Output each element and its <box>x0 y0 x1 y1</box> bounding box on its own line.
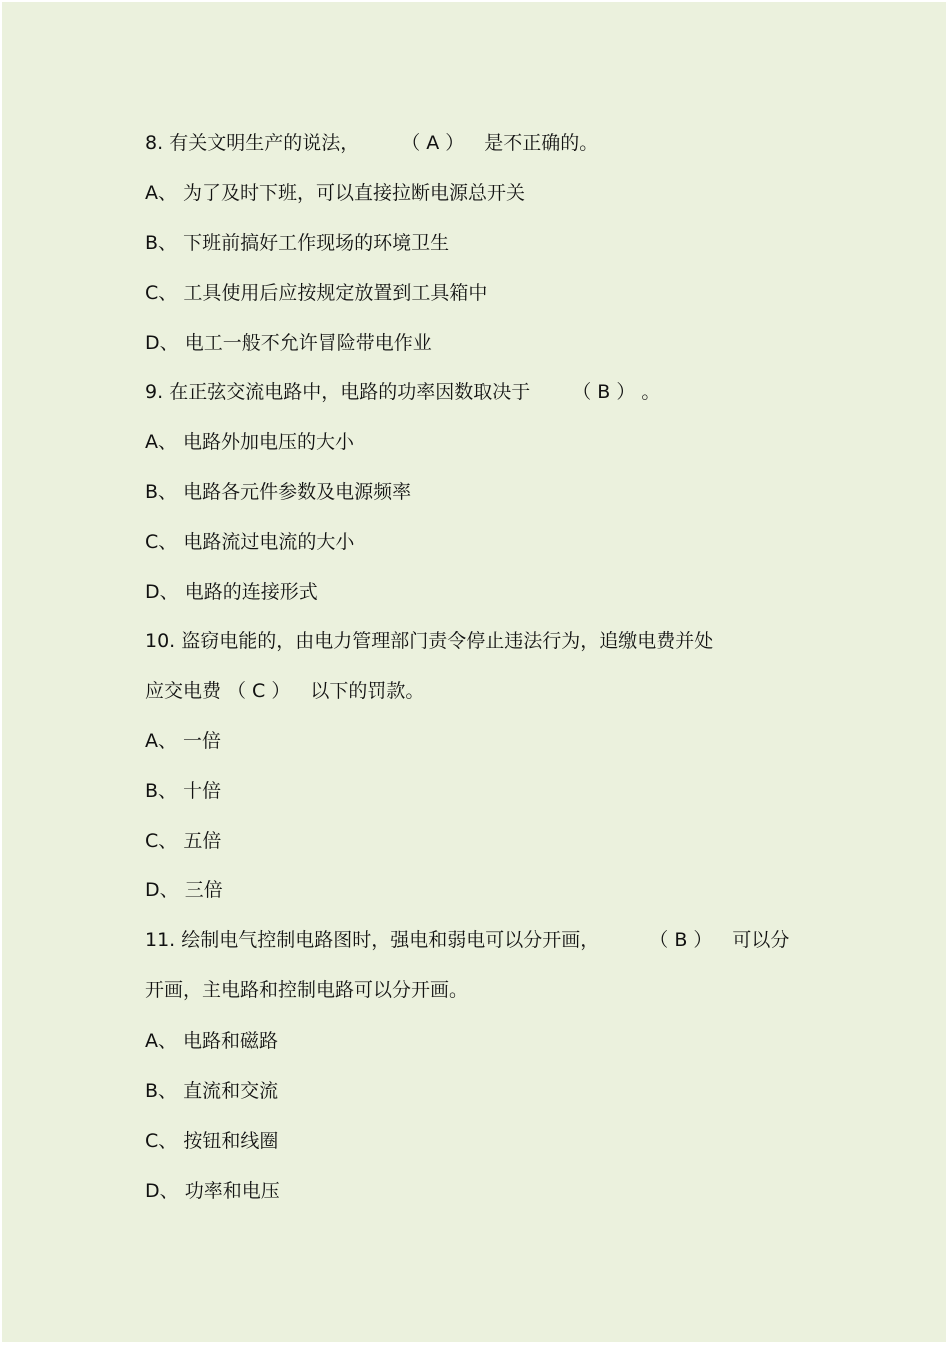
option-text: 直流和交流 <box>183 1080 279 1102</box>
option-letter: D、 <box>145 581 179 603</box>
option-line <box>145 278 487 308</box>
option-line <box>145 228 449 258</box>
option-letter: A、 <box>145 182 177 204</box>
question-11-stem <box>145 925 789 955</box>
option-letter: A、 <box>145 1030 177 1052</box>
option-line <box>145 1026 278 1056</box>
option-text: 电路的连接形式 <box>184 581 318 603</box>
option-letter: C、 <box>145 1130 178 1152</box>
question-number: 9. <box>145 381 164 403</box>
option-line <box>145 776 221 806</box>
option-text: 一倍 <box>183 730 222 752</box>
option-letter: C、 <box>145 282 178 304</box>
option-text: 为了及时下班，可以直接拉断电源总开关 <box>183 182 526 204</box>
option-line <box>145 577 318 607</box>
option-line <box>145 1176 280 1206</box>
option-letter: B、 <box>145 481 178 503</box>
question-8-stem <box>145 128 598 158</box>
question-number: 11. <box>145 929 176 951</box>
option-text: 功率和电压 <box>184 1180 280 1202</box>
option-line <box>145 178 525 208</box>
option-line <box>145 527 354 557</box>
option-letter: A、 <box>145 431 177 453</box>
question-10-stem <box>145 626 713 656</box>
option-text: 电工一般不允许冒险带电作业 <box>184 332 432 354</box>
option-line <box>145 826 221 856</box>
question-number: 10. <box>145 630 176 652</box>
question-9-stem <box>145 377 660 407</box>
question-text: 绘制电气控制电路图时，强电和弱电可以分开画， <box>181 929 600 951</box>
option-line <box>145 875 223 905</box>
option-text: 按钮和线圈 <box>183 1130 279 1152</box>
question-11-stem-cont <box>145 975 468 1005</box>
question-text-end: 是不正确的。 <box>484 132 599 154</box>
option-text: 电路和磁路 <box>183 1030 279 1052</box>
answer-label: （ A ） <box>401 132 465 154</box>
option-text: 五倍 <box>183 830 222 852</box>
option-text: 电路外加电压的大小 <box>183 431 355 453</box>
option-letter: B、 <box>145 780 178 802</box>
option-line <box>145 1126 278 1156</box>
answer-label: （ C ） <box>227 680 291 702</box>
option-letter: B、 <box>145 232 178 254</box>
question-text: 开画，主电路和控制电路可以分开画。 <box>145 979 469 1001</box>
option-letter: D、 <box>145 879 179 901</box>
answer-label: （ B ） <box>572 381 636 403</box>
option-letter: A、 <box>145 730 177 752</box>
option-text: 下班前搞好工作现场的环境卫生 <box>183 232 450 254</box>
question-text-end: 。 <box>641 381 661 403</box>
question-text: 应交电费 <box>145 680 222 702</box>
question-number: 8. <box>145 132 164 154</box>
document-page <box>2 2 946 1342</box>
option-line <box>145 726 221 756</box>
question-text: 有关文明生产的说法， <box>169 132 360 154</box>
option-text: 工具使用后应按规定放置到工具箱中 <box>183 282 488 304</box>
question-10-stem-cont <box>145 676 424 706</box>
option-line <box>145 328 432 358</box>
option-letter: D、 <box>145 332 179 354</box>
question-text-mid: 可以分 <box>732 929 790 951</box>
answer-label: （ B ） <box>649 929 713 951</box>
option-letter: C、 <box>145 830 178 852</box>
question-text-end: 以下的罚款。 <box>310 680 425 702</box>
option-line <box>145 1076 278 1106</box>
option-line <box>145 427 354 457</box>
option-line <box>145 477 411 507</box>
question-text: 在正弦交流电路中，电路的功率因数取决于 <box>169 381 531 403</box>
option-text: 十倍 <box>183 780 222 802</box>
option-letter: D、 <box>145 1180 179 1202</box>
option-text: 三倍 <box>184 879 223 901</box>
option-letter: B、 <box>145 1080 178 1102</box>
option-text: 电路流过电流的大小 <box>183 531 355 553</box>
option-text: 电路各元件参数及电源频率 <box>183 481 412 503</box>
question-text: 盗窃电能的，由电力管理部门责令停止违法行为，追缴电费并处 <box>181 630 714 652</box>
option-letter: C、 <box>145 531 178 553</box>
